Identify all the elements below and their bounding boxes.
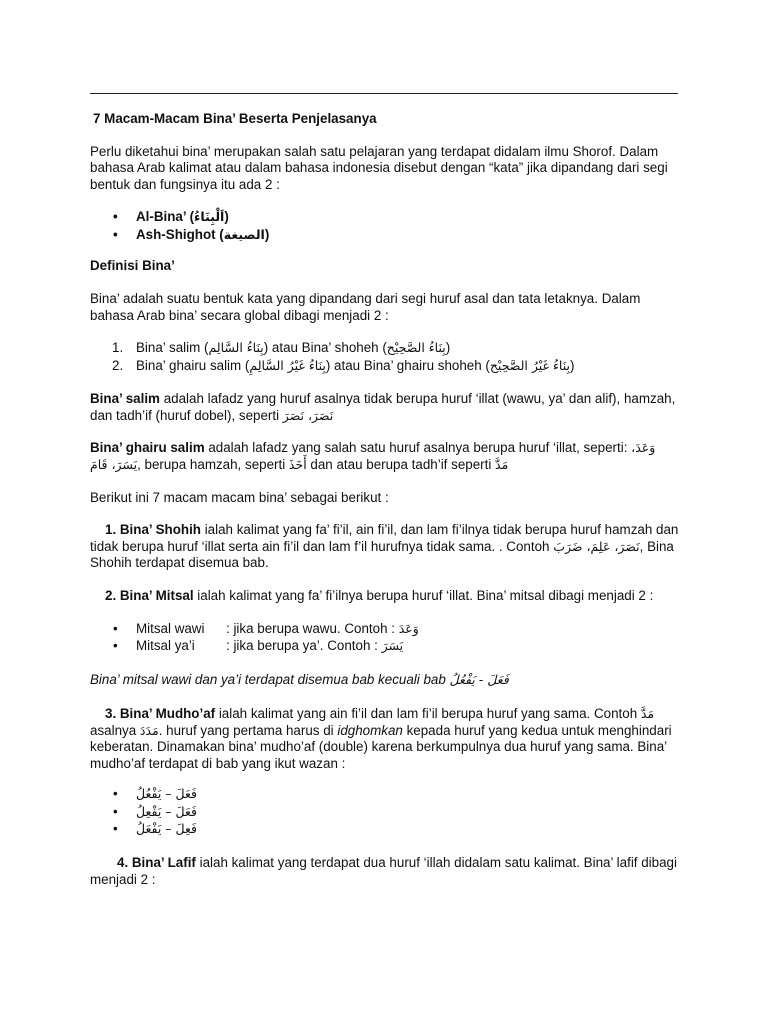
mudhoaf-paragraph: 3. Bina’ Mudho’af ialah kalimat yang ain fi’il dan lam fi’il berupa huruf yang sama. Contoh مَدَّ asalnya مَدَدَ. huruf yang pertama harus di idghomkan kepada huruf yang kedua untuk menghindari keberatan. Dinamakan bina’ mudho’af (double) karena berkumpulnya dua huruf yang sama. Bina’ mudho’af terdapat di bab yang ikut wazan :	[90, 706, 672, 771]
mudhoaf-wazan-list	[90, 786, 682, 839]
list-item: 1. Bina’ salim (بِنَاءُ السَّالِم) atau Bina’ shoheh (بِنَاءُ الصَّحِيْح)	[112, 340, 451, 356]
list-item: • فَعِلَ – يَفْعَلُ	[90, 821, 682, 839]
definisi-paragraph: Bina’ adalah suatu bentuk kata yang dipandang dari segi huruf asal dan tata letaknya. Dalam bahasa Arab bina’ secara global dibagi menjadi 2 :	[90, 290, 641, 323]
numbered-list-bina	[90, 340, 682, 375]
mitsal-list	[90, 621, 682, 656]
ghairu-salim-paragraph: Bina’ ghairu salim adalah lafadz yang salah satu huruf asalnya berupa huruf ‘illat, seperti: وَعَدَ، يَسَرَ، قَامَ, berupa hamzah, seperti أَخَذَ dan atau berupa tadh’if seperti مَدَّ	[90, 440, 656, 472]
bullet-list-forms	[90, 209, 682, 244]
document-title: 7 Macam-Macam Bina’ Beserta Penjelasanya	[93, 111, 377, 126]
berikut-paragraph: Berikut ini 7 macam macam bina’ sebagai berikut :	[90, 489, 389, 505]
section-heading-definisi: Definisi Bina’	[90, 258, 175, 274]
list-item: 2. Bina’ ghairu salim (بِنَاءُ غَيْرُ السَّالِمِ) atau Bina’ ghairu shoheh (بِنَاءُ غَيْرُ الصَّحِيْح)	[112, 357, 575, 373]
lafif-paragraph: 4. Bina’ Lafif ialah kalimat yang terdapat dua huruf ‘illah didalam satu kalimat. Bina’ lafif dibagi menjadi 2 :	[90, 854, 677, 887]
list-item: • فَعَلَ – يَفْعِلُ	[90, 804, 682, 822]
mitsal-note: Bina’ mitsal wawi dan ya’i terdapat disemua bab kecuali bab فَعَلَ - يَفْعُلُ	[90, 671, 509, 687]
intro-paragraph: Perlu diketahui bina’ merupakan salah satu pelajaran yang terdapat didalam ilmu Shorof. Dalam bahasa Arab kalimat atau dalam bahasa indonesia disebut dengan “kata” jika dipandang dari segi bentuk dan fungsinya itu ada 2 :	[90, 143, 668, 192]
list-item: • Al-Bina’ (اَلْبِنَاءُ)	[90, 209, 682, 227]
document-body	[90, 111, 682, 888]
mitsal-paragraph: 2. Bina’ Mitsal ialah kalimat yang fa’ fi’ilnya berupa huruf ‘illat. Bina’ mitsal dibagi menjadi 2 :	[105, 587, 654, 603]
list-item: • Ash-Shighot (الصيغة)	[90, 227, 682, 245]
list-item: • فَعَلَ – يَفْعُلُ	[90, 786, 682, 804]
list-item: • Mitsal wawi : jika berupa wawu. Contoh : وَعَدَ	[90, 621, 682, 639]
header-rule	[90, 93, 678, 94]
salim-paragraph: Bina’ salim adalah lafadz yang huruf asalnya tidak berupa huruf ‘illat (wawu, ya’ dan alif), hamzah, dan tadh’if (huruf dobel), seperti نَصَرَ، نَصَرَ	[90, 391, 676, 423]
shohih-paragraph: 1. Bina’ Shohih ialah kalimat yang fa’ fi’il, ain fi’il, dan lam fi’ilnya tidak berupa huruf hamzah dan tidak berupa huruf ‘illat serta ain fi’il dan lam f’il hurufnya tidak sama. . Contoh نَصَرَ، عَلِمَ، ضَرَبَ, Bina Shohih terdapat disemua bab.	[90, 522, 679, 571]
list-item: • Mitsal ya’i : jika berupa ya’. Contoh : يَسَرَ	[90, 638, 682, 656]
